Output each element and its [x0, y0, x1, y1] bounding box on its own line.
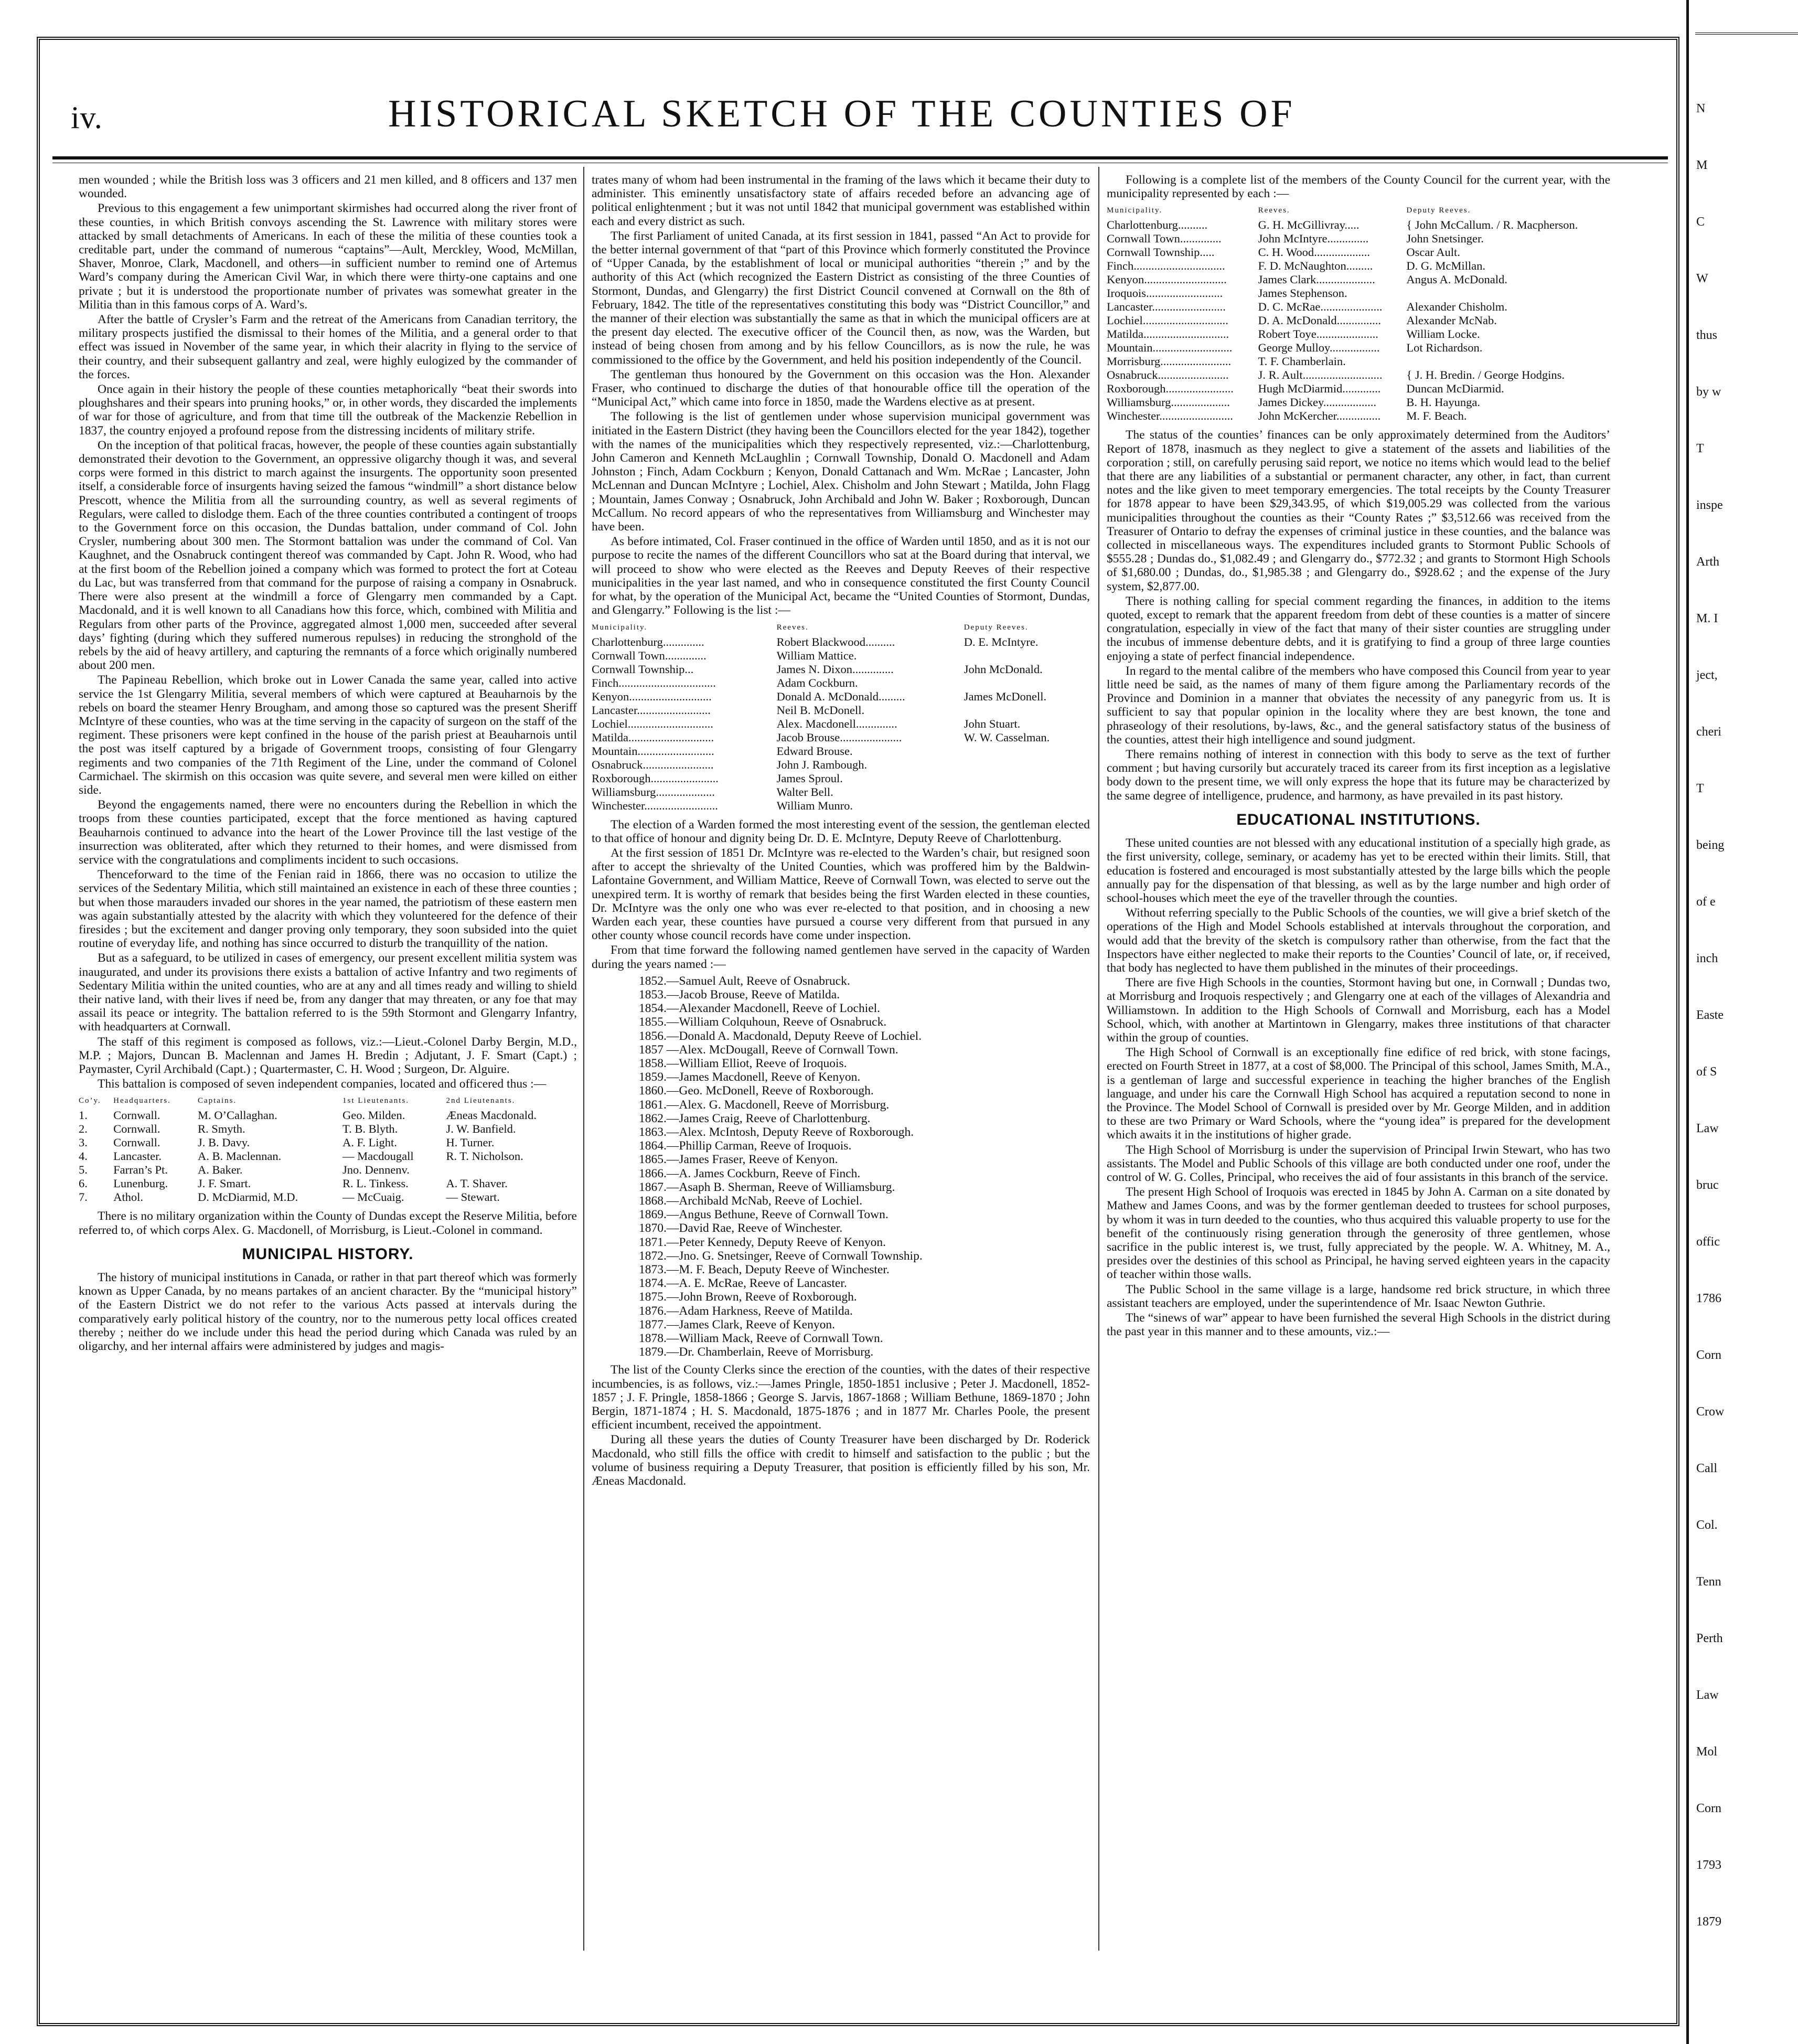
table-cell: Iroquois..........................	[1107, 286, 1223, 300]
adjacent-page-text-fragment: Crow	[1696, 1405, 1725, 1419]
table-cell: Cornwall.	[113, 1109, 160, 1122]
paragraph: As before intimated, Col. Fraser continued in the office of Warden until 1850, and as it is not our purpose to recite the names of the different Councillors who sat at the Board during that interval, we will proceed to show who were elected as the Reeves and Deputy Reeves of their respective municipalities in the year last named, and who in consequence constituted the first County Council for what, by the operation of the Municipal Act, became the “United Counties of Stormont, Dundas, and Glengarry.” Following is the list :—	[592, 535, 1090, 618]
table-cell: Donald A. McDonald.........	[776, 689, 905, 703]
table-cell: Roxborough.......................	[592, 771, 719, 785]
table-row	[79, 1109, 577, 1122]
adjacent-page-text-fragment: being	[1696, 838, 1725, 852]
paragraph: The list of the County Clerks since the erection of the counties, with the dates of their respective incumbencies, is as follows, viz.:—James Pringle, 1850-1851 inclusive ; Peter J. Macdonell, 1852-1857 ; J. F. Pringle, 1858-1866 ; George S. Jarvis, 1867-1868 ; William Bethune, 1869-1870 ; John Bergin, 1871-1874 ; H. S. Macdonald, 1875-1876 ; and in 1877 Mr. Charles Poole, the present efficient incumbent, received the appointment.	[592, 1363, 1090, 1432]
adjacent-page-text-fragment: Arth	[1696, 555, 1719, 569]
table-cell: H. Turner.	[446, 1136, 495, 1149]
table-cell: 6.	[79, 1177, 88, 1190]
table-cell: Winchester.........................	[1107, 409, 1233, 423]
adjacent-page-text-fragment: offic	[1696, 1235, 1720, 1249]
table-row	[592, 744, 1090, 758]
list-item: 1856.—Donald A. Macdonald, Deputy Reeve of Lochiel.	[639, 1029, 922, 1043]
table-cell	[964, 758, 1090, 772]
adjacent-page-text-fragment: Easte	[1696, 1008, 1724, 1022]
list-item: 1862.—James Craig, Reeve of Charlottenburg.	[639, 1111, 871, 1125]
list-item: 1857 —Alex. McDougall, Reeve of Cornwall Town.	[639, 1042, 898, 1057]
table-header: Deputy Reeves.	[964, 623, 1029, 632]
table-cell: Farran’s Pt.	[113, 1163, 168, 1177]
table-cell: Alex. Macdonell..............	[776, 717, 897, 730]
table-cell: Athol.	[113, 1190, 144, 1204]
table-row	[592, 649, 1090, 663]
heading-municipal-history: MUNICIPAL HISTORY.	[242, 1245, 414, 1263]
companies-table	[79, 1094, 577, 1204]
table-header: Municipality.	[592, 623, 648, 632]
list-item: 1858.—William Elliot, Reeve of Iroquois.	[639, 1056, 847, 1070]
table-row	[79, 1136, 577, 1149]
paragraph: There are five High Schools in the counties, Stormont having but one, in Cornwall ; Dundas two, at Morrisburg and Iroquois respectively ; and Glengarry one at each of the villages of Alexandria and Williamstown. In addition to the High Schools of Cornwall and Morrisburg, each has a Model School, which, with another at Martintown in Glengarry, makes three institutions of that character within the group of counties.	[1107, 976, 1610, 1045]
table-row	[1107, 246, 1610, 259]
paragraph: At the first session of 1851 Dr. McIntyre was re-elected to the Warden’s chair, but resigned soon after to accept the shrievalty of the United Counties, which was proffered him by the Baldwin-Lafontaine Government, and William Mattice, Reeve of Cornwall Town, was elected to serve out the unexpired term. It is worthy of remark that besides being the first Warden elected in these counties, Dr. McIntyre was the only one who was ever re-elected to that position, and in choosing a new Warden each year, these counties have pursued a course very different from that pursued in any other county whose council records have come under inspection.	[592, 846, 1090, 943]
paragraph: There remains nothing of interest in connection with this body to serve as the text of further comment ; but having cursorily but accurately traced its career from its first inception as a legislative body down to the present time, we will only express the hope that its future may be characterized by the same degree of intelligence, prudence, and harmony, as have prevailed in its past history.	[1107, 748, 1610, 803]
paragraph: The High School of Morrisburg is under the supervision of Principal Irwin Stewart, who has two assistants. The Model and Public Schools of this village are both conducted under one roof, under the control of W. G. Colles, Principal, who receives the aid of four assistants in this branch of the service.	[1107, 1143, 1610, 1184]
adjacent-page-text-fragment: M. I	[1696, 612, 1718, 625]
adjacent-page-text-fragment: Tenn	[1696, 1575, 1721, 1589]
heading-educational-institutions: EDUCATIONAL INSTITUTIONS.	[1236, 811, 1481, 828]
table-cell	[446, 1163, 577, 1177]
column-divider	[583, 167, 584, 1951]
table-cell: W. W. Casselman.	[964, 730, 1050, 744]
list-item: 1860.—Geo. McDonell, Reeve of Roxborough.	[639, 1084, 874, 1098]
list-item: 1872.—Jno. G. Snetsinger, Reeve of Cornwall Township.	[639, 1249, 923, 1263]
paragraph: The Public School in the same village is a large, handsome red brick structure, in which three assistant teachers are employed, under the superintendence of Mr. Isaac Newton Guthrie.	[1107, 1282, 1610, 1310]
table-cell: R. Smyth.	[197, 1122, 245, 1136]
table-cell: Walter Bell.	[776, 785, 833, 799]
table-cell: A. T. Shaver.	[446, 1177, 508, 1190]
table-cell: William Mattice.	[776, 648, 857, 662]
list-item: 1870.—David Rae, Reeve of Winchester.	[639, 1221, 843, 1236]
table-cell: T. F. Chamberlain.	[1258, 355, 1346, 368]
table-row	[1107, 218, 1610, 232]
table-cell: Alexander McNab.	[1406, 314, 1497, 327]
table-cell: 7.	[79, 1190, 88, 1204]
paragraph: Thenceforward to the time of the Fenian raid in 1866, there was no occasion to utilize the services of the Sedentary Militia, which still maintained an existence in each of these three counties ; but when those marauders invaded our shores in the year named, the patriotism of these eastern men was again substantially attested by the alacrity with which they volunteered for the defence of their firesides ; but the excitement and danger proving only temporary, they soon subsided into the quiet routine of everyday life, and nothing has since occurred to disturb the tranquillity of the nation.	[79, 868, 577, 951]
table-row	[79, 1149, 577, 1163]
table-cell: C. H. Wood...................	[1258, 246, 1371, 259]
table-cell: Angus A. McDonald.	[1406, 273, 1507, 286]
table-cell: R. L. Tinkess.	[343, 1177, 409, 1190]
table-cell: John McDonald.	[964, 662, 1043, 676]
list-item: 1859.—James Macdonell, Reeve of Kenyon.	[639, 1070, 861, 1084]
table-cell: Cornwall.	[113, 1136, 160, 1149]
table-cell: Jno. Dennenv.	[343, 1163, 410, 1177]
table-cell: William Locke.	[1406, 327, 1480, 341]
table-cell: D. A. McDonald...............	[1258, 314, 1381, 327]
paragraph: Following is a complete list of the members of the County Council for the current year, with the municipality represented by each :—	[1107, 173, 1610, 201]
table-cell: Osnabruck........................	[592, 758, 714, 771]
table-cell: D. E. McIntyre.	[964, 635, 1039, 648]
table-row	[1107, 355, 1610, 368]
table-row	[79, 1163, 577, 1177]
table-row	[79, 1122, 577, 1136]
table-cell: John McKercher...............	[1258, 409, 1381, 423]
table-cell	[964, 799, 1090, 813]
table-cell: Lot Richardson.	[1406, 341, 1483, 355]
list-item: 1865.—James Fraser, Reeve of Kenyon.	[639, 1153, 838, 1167]
adjacent-page-text-fragment: 1793	[1696, 1858, 1721, 1872]
table-row	[79, 1190, 577, 1204]
table-cell: Finch.................................	[592, 676, 716, 689]
table-cell: Finch...............................	[1107, 259, 1225, 273]
table-cell: 3.	[79, 1136, 88, 1149]
table-cell: F. D. McNaughton.........	[1258, 259, 1373, 273]
paragraph: Once again in their history the people of these counties metaphorically “beat their swords into ploughshares and their spears into pruning hooks,” or, in other words, they discarded the implements of war for those of agriculture, and from that time till the outbreak of the Mackenzie Rebellion in 1837, the country enjoyed a profound repose from the distressing incidents of military strife.	[79, 382, 577, 438]
table-cell: John J. Rambough.	[776, 758, 868, 771]
paragraph: Without referring specially to the Public Schools of the counties, we will give a brief sketch of the operations of the High and Model Schools established at intervals throughout the corporation, and would add that the brevity of the sketch is compulsory rather than otherwise, from the fact that the Inspectors have either neglected to make their reports to the Counties’ Council of late, or, if received, that body has neglected to have them published in the minutes of their proceedings.	[1107, 906, 1610, 975]
table-cell: 1.	[79, 1109, 88, 1122]
paragraph: On the inception of that political fracas, however, the people of these counties again substantially demonstrated their devotion to the Government, an oppressive oligarchy though it was, and several corps were formed in this district to march against the insurgents. The opportunity soon presented itself, a considerable force of insurgents having seized the famous “windmill” a short distance below Prescott, whence the Militia from all the surrounding country, as well as several regiments of Regulars, were called to dislodge them. Each of the three counties contributed a contingent of troops to the Government force on this occasion, the Dundas battalion, under command of Col. John Crysler, numbering about 300 men. The Stormont battalion was under the command of Col. Van Kaughnet, and the Osnabruck contingent thereof was commanded by Capt. John R. Wood, who had at the first boom of the Rebellion joined a company which was formed to protect the fort at Coteau du Lac, but was transferred from that command for the purpose of raising a company in Osnabruck. There were also present at the windmill a force of Glengarry men commanded by a Capt. Macdonald, and it is well known to all Canadians how this force, which, combined with Militia and Regulars from other parts of the Province, aggregated almost 1,000 men, succeeded after several days’ fighting (during which they suffered numerous repulses) in reducing the stronghold of the rebels by the aid of heavy artillery, and capturing the remnants of a force which originally numbered about 200 men.	[79, 438, 577, 673]
adjacent-page-text-fragment: cheri	[1696, 725, 1721, 739]
table-row	[592, 676, 1090, 690]
table-cell: { John McCallum. / R. Macpherson.	[1406, 218, 1578, 232]
table-row	[592, 785, 1090, 799]
paragraph: This battalion is composed of seven independent companies, located and officered thus :—	[98, 1077, 547, 1091]
adjacent-page-text-fragment: Corn	[1696, 1802, 1721, 1815]
table-cell: — Stewart.	[446, 1190, 500, 1204]
table-header: Captains.	[197, 1096, 237, 1105]
table-cell: J. F. Smart.	[197, 1177, 251, 1190]
adjacent-page-text-fragment: Col.	[1696, 1518, 1718, 1532]
list-item: 1874.—A. E. McRae, Reeve of Lancaster.	[639, 1276, 847, 1291]
table-cell: Oscar Ault.	[1406, 246, 1460, 259]
table-row	[592, 717, 1090, 731]
table-cell: Hugh McDiarmid.............	[1258, 382, 1381, 396]
table-row	[1107, 300, 1610, 314]
table-cell: Kenyon............................	[592, 689, 712, 703]
paragraph: But as a safeguard, to be utilized in cases of emergency, our present excellent militia system was inaugurated, and under its provisions there exists a battalion of active Infantry and two regiments of Sedentary Militia within the united counties, who are at any and all times ready and willing to shield their native land, with their lives if need be, from any danger that may threaten, or any foe that may assail its peace or integrity. The battalion referred to is the 59th Stormont and Glengarry Infantry, with headquarters at Cornwall.	[79, 951, 577, 1034]
list-item: 1869.—Angus Bethune, Reeve of Cornwall Town.	[639, 1208, 889, 1222]
table-cell: 2.	[79, 1122, 88, 1136]
table-cell: George Mulloy.................	[1258, 341, 1380, 355]
paragraph: The “sinews of war” appear to have been furnished the several High Schools in the district during the past year in this manner and to these amounts, viz.:—	[1107, 1311, 1610, 1339]
table-row	[1107, 259, 1610, 273]
paragraph: Beyond the engagements named, there were no encounters during the Rebellion in which the troops from these counties participated, except that the force mentioned as having captured Beauharnois continued to advance into the heart of the Lower Province till the last vestige of the insurrection was obliterated, after which they returned to their homes, and were dismissed from service with the congratulations and compliments incident to such occasions.	[79, 798, 577, 867]
table-row	[1107, 273, 1610, 286]
table-row	[1107, 232, 1610, 246]
adjacent-page-text-fragment: N	[1696, 102, 1706, 115]
wardens-list	[639, 974, 1090, 1359]
table-cell	[964, 676, 1090, 690]
table-cell: Matilda.............................	[1107, 327, 1229, 341]
table-row	[1107, 382, 1610, 396]
table-cell: Cornwall Township...	[592, 662, 694, 676]
table-cell: D. C. McRae.....................	[1258, 300, 1383, 314]
table-cell: — Macdougall	[343, 1149, 414, 1163]
paragraph: The history of municipal institutions in Canada, or rather in that part thereof which was formerly known as Upper Canada, by no means partakes of an ancient character. By the “municipal history” of the Eastern District we do not refer to the various Acts passed at intervals during the comparatively early political history of the country, nor to the numerous petty local offices created thereby ; neither do we include under this head the period during which Canada was ruled by an oligarchy, and her internal affairs were administered by judges and magis-	[79, 1271, 577, 1354]
paragraph: Previous to this engagement a few unimportant skirmishes had occurred along the river front of these counties, in which British convoys ascending the St. Lawrence with military stores were attacked by small detachments of Americans. In each of these the militia of these counties took a creditable part, under the command of numerous “captains”—Ault, Merckley, Wood, McMillan, Shaver, Monroe, Clark, Macdonell, and others—in sufficient number to remind one of Artemus Ward’s company during the American Civil War, in which there were thirty-one captains and one private ; but it is understood the proportionate number of privates was somewhat greater in the Militia than in this famous corps of A. Ward’s.	[79, 201, 577, 312]
paragraph: The gentleman thus honoured by the Government on this occasion was the Hon. Alexander Fraser, who continued to discharge the duties of that honourable office till the operation of the “Municipal Act,” which came into force in 1850, made the Wardens elective as at present.	[592, 367, 1090, 409]
paragraph: The High School of Cornwall is an exceptionally fine edifice of red brick, with stone facings, erected on Fourth Street in 1877, at a cost of $8,000. The Principal of this school, James Smith, M.A., is a gentleman of large and successful experience in teaching the higher branches of the English language, and under his care the Cornwall High School has acquired a reputation second to none in the Province. The Model School of Cornwall is presided over by Mr. George Milden, and in addition to these are two Primary or Ward Schools, where the “young idea” is prepared for the development which awaits it in the institutions of higher grade.	[1107, 1046, 1610, 1142]
table-cell	[964, 649, 1090, 663]
table-cell: William Munro.	[776, 799, 853, 812]
adjacent-page-text-fragment: inch	[1696, 952, 1718, 965]
table-cell: 5.	[79, 1163, 88, 1177]
table-cell: D. McDiarmid, M.D.	[197, 1190, 298, 1204]
list-item: 1873.—M. F. Beach, Deputy Reeve of Winchester.	[639, 1263, 890, 1276]
table-cell: James Stephenson.	[1258, 286, 1347, 300]
table-cell: Neil B. McDonell.	[776, 703, 865, 717]
table-cell	[964, 744, 1090, 758]
table-cell: Robert Toye.....................	[1258, 327, 1378, 341]
list-item: 1868.—Archibald McNab, Reeve of Lochiel.	[639, 1194, 863, 1208]
adjacent-page-text-fragment: Perth	[1696, 1632, 1723, 1645]
list-item: 1863.—Alex. McIntosh, Deputy Reeve of Roxborough.	[639, 1125, 914, 1139]
list-item: 1878.—William Mack, Reeve of Cornwall Town.	[639, 1332, 883, 1346]
table-cell: G. H. McGillivray.....	[1258, 218, 1360, 232]
table-cell: M. F. Beach.	[1406, 409, 1467, 423]
table-row	[1107, 368, 1610, 382]
table-cell: Lochiel.............................	[592, 717, 713, 730]
adjacent-page-text-fragment: bruc	[1696, 1178, 1719, 1192]
table-cell: John Stuart.	[964, 717, 1021, 730]
list-item: 1876.—Adam Harkness, Reeve of Matilda.	[639, 1304, 853, 1318]
table-header: Co’y.	[79, 1096, 101, 1105]
table-cell: James Dickey..................	[1258, 396, 1376, 409]
adjacent-page-text-fragment: 1879	[1696, 1915, 1721, 1929]
table-cell: Geo. Milden.	[343, 1109, 405, 1122]
table-cell: A. F. Light.	[343, 1136, 397, 1149]
table-cell: Lochiel.............................	[1107, 314, 1228, 327]
adjacent-page-text-fragment: Mol	[1696, 1745, 1718, 1759]
table-row	[1107, 286, 1610, 300]
table-row	[592, 635, 1090, 649]
table-cell: J. B. Davy.	[197, 1136, 250, 1149]
list-item: 1854.—Alexander Macdonell, Reeve of Lochiel.	[639, 1002, 881, 1016]
table-cell: Mountain..........................	[592, 744, 714, 758]
table-cell: A. B. Maclennan.	[197, 1149, 282, 1163]
list-item: 1855.—William Colquhoun, Reeve of Osnabruck.	[639, 1015, 887, 1029]
table-header: 1st Lieutenants.	[343, 1096, 410, 1105]
list-item: 1879.—Dr. Chamberlain, Reeve of Morrisburg.	[639, 1345, 874, 1359]
adjacent-page-text-fragment: 1786	[1696, 1292, 1721, 1305]
column-divider	[1098, 167, 1099, 1951]
adjacent-page-text-fragment: by w	[1696, 385, 1721, 399]
table-cell: Lunenburg.	[113, 1177, 168, 1190]
table-row	[1107, 327, 1610, 341]
table-cell: John Snetsinger.	[1406, 232, 1484, 246]
paragraph: There is nothing calling for special comment regarding the finances, in addition to the items quoted, except to remark that the apparent freedom from debt of these counties is a matter of sincere congratulation, especially in view of the fact that many of their sister counties are struggling under the incubus of immense debenture debts, and it is gratifying to find a group of three large counties enjoying a state of perfect financial independence.	[1107, 594, 1610, 663]
paragraph: The Papineau Rebellion, which broke out in Lower Canada the same year, called into active service the 1st Glengarry Militia, several members of which were captured at Beauharnois by the rebels on board the steamer Henry Brougham, and among those so captured was the present Sheriff McIntyre of these counties, who was at the time serving in the capacity of surgeon on the staff of the regiment. These prisoners were kept confined in the house of the parish priest at Beauharnois until the post was itself captured by a brigade of Government troops, consisting of four Glengarry regiments and two companies of the 71th Regiment of the Line, under the command of Colonel Carmichael. The skirmish on this occasion was quite severe, and several men were killed on either side.	[79, 673, 577, 797]
adjacent-page-text-fragment: Corn	[1696, 1348, 1721, 1362]
table-cell: Alexander Chisholm.	[1406, 300, 1507, 314]
list-item: 1866.—A. James Cockburn, Reeve of Finch.	[639, 1166, 861, 1180]
paragraph: These united counties are not blessed with any educational institution of a specially high grade, as the first university, college, seminary, or academy has yet to be erected within their limits. Still, that education is fostered and encouraged is most substantially attested by the large bills which the people annually pay for the dispensation of that blessing, as well as by the large number and high order of school-houses which meet the eye of the traveller through the counties.	[1107, 836, 1610, 905]
paragraph: The first Parliament of united Canada, at its first session in 1841, passed “An Act to provide for the better internal government of that “part of this Province which formerly constituted the Province of “Upper Canada, by the establishment of local or municipal authorities “therein ;” and by the authority of this Act (which recognized the Eastern District as consisting of the three Counties of Stormont, Dundas, and Glengarry) the first District Council convened at Cornwall on the 8th of February, 1842. The title of the representatives constituting this body was “District Councillor,” and the manner of their election was substantially the same as that in which the municipal officers are at the present day elected. The executive officer of the Council then, as now, was the Warden, but instead of being chosen from among and by his fellow Councillors, as is now the rule, he was commissioned to the office by the Government, and held his position independently of the Council.	[592, 229, 1090, 367]
table-cell	[1406, 355, 1610, 368]
table-cell: Kenyon............................	[1107, 273, 1227, 286]
table-cell: A. Baker.	[197, 1163, 243, 1177]
table-header: Reeves.	[776, 623, 809, 632]
table-cell: J. W. Banfield.	[446, 1122, 516, 1136]
table-row	[79, 1177, 577, 1190]
table-cell: { J. H. Bredin. / George Hodgins.	[1406, 368, 1565, 382]
table-cell: Cornwall Township.....	[1107, 246, 1215, 259]
adjacent-page-text-fragment: Call	[1696, 1462, 1717, 1475]
table-row	[1107, 341, 1610, 355]
table-cell: Matilda.............................	[592, 730, 714, 744]
paragraph: The status of the counties’ finances can be only approximately determined from the Auditors’ Report of 1878, inasmuch as they neglect to give a statement of the assets and liabilities of the corporation ; still, on carefully perusing said report, we notice no items which would lead to the belief that there are any liabilities of a substantial or permanent character, any other, in fact, than current notes and the like given to meet temporary emergencies. The total receipts by the County Treasurer for 1878 appear to have been $29,343.95, of which $19,005.29 was collected from the various municipalities throughout the counties as their “County Rates ;” $3,512.66 was received from the Treasurer of Ontario to defray the expenses of criminal justice in these counties, and the balance was collected in miscellaneous ways. The expenditures included grants to Stormont Public Schools of $555.28 ; Dundas do., $1,082.49 ; and Glengarry do., $772.32 ; and grants to Stormont High Schools of $1,680.00 ; Dundas, do., $1,985.38 ; and Glengarry do., $928.62 ; and the expense of the Jury system, $2,877.00.	[1107, 428, 1610, 593]
table-cell: Osnabruck........................	[1107, 368, 1229, 382]
council-table	[1107, 204, 1610, 423]
table-cell	[964, 704, 1090, 717]
table-cell: Edward Brouse.	[776, 744, 853, 758]
adjacent-page-text-fragment: of e	[1696, 895, 1716, 909]
list-item: 1864.—Phillip Carman, Reeve of Iroquois.	[639, 1139, 852, 1153]
adjacent-page-rule	[1695, 33, 1798, 35]
table-cell: Lancaster.	[113, 1149, 162, 1163]
table-cell: Mountain...........................	[1107, 341, 1233, 355]
table-row	[592, 704, 1090, 717]
table-row	[1107, 314, 1610, 327]
table-header: 2nd Lieutenants.	[446, 1096, 516, 1105]
adjacent-page-text-fragment: W	[1696, 272, 1708, 285]
adjacent-page-text-fragment: Law	[1696, 1688, 1719, 1702]
table-cell: 4.	[79, 1149, 88, 1163]
list-item: 1877.—James Clark, Reeve of Kenyon.	[639, 1317, 835, 1332]
table-cell: Roxborough.......................	[1107, 382, 1234, 396]
paragraph: After the battle of Crysler’s Farm and the retreat of the Americans from Canadian territory, the military prospects justified the dismissal to their homes of the Militia, and a general order to that effect was issued in November of the same year, in which their alacrity in flying to the service of their country, and their subsequent gallantry and zeal, were highly eulogized by the commander of the forces.	[79, 313, 577, 381]
table-cell: Robert Blackwood..........	[776, 635, 895, 648]
table-row	[1107, 396, 1610, 409]
table-cell: James McDonell.	[964, 689, 1047, 703]
paragraph: During all these years the duties of County Treasurer have been discharged by Dr. Roderick Macdonald, who still fills the office with credit to himself and satisfaction to the public ; but the volume of business requiring a Deputy Treasurer, that position is efficiently filled by his son, Mr. Æneas Macdonald.	[592, 1433, 1090, 1488]
paragraph: From that time forward the following named gentlemen have served in the capacity of Warden during the years named :—	[592, 943, 1090, 971]
table-cell: Cornwall Town..............	[1107, 232, 1222, 246]
adjacent-page-text-fragment: T	[1696, 442, 1704, 455]
adjacent-page-text-fragment: ject,	[1696, 668, 1718, 682]
table-cell: Charlottenburg..........	[1107, 218, 1208, 232]
table-cell: Jacob Brouse.....................	[776, 730, 902, 744]
list-item: 1871.—Peter Kennedy, Deputy Reeve of Kenyon.	[639, 1235, 886, 1249]
paragraph: trates many of whom had been instrumental in the framing of the laws which it became their duty to administer. This eminently unsatisfactory state of affairs receded before an advancing age of political enlightenment ; but it was not until 1842 that municipal government was established within each and every district as such.	[592, 173, 1090, 228]
table-cell: Lancaster.........................	[592, 703, 711, 717]
list-item: 1852.—Samuel Ault, Reeve of Osnabruck.	[639, 974, 850, 988]
page-title: HISTORICAL SKETCH OF THE COUNTIES OF	[388, 92, 1296, 135]
table-cell: James Sproul.	[776, 771, 843, 785]
list-item: 1861.—Alex. G. Macdonell, Reeve of Morrisburg.	[639, 1098, 890, 1112]
paragraph: The election of a Warden formed the most interesting event of the session, the gentleman elected to that office of honour and dignity being Dr. D. E. McIntyre, Deputy Reeve of Charlottenburg.	[592, 817, 1090, 845]
table-cell: Adam Cockburn.	[776, 676, 858, 689]
column-3	[1107, 173, 1610, 1339]
page-number: iv.	[71, 100, 103, 135]
list-item: 1853.—Jacob Brouse, Reeve of Matilda.	[639, 987, 840, 1002]
adjacent-page-text-fragment: inspe	[1696, 498, 1723, 512]
table-cell: D. G. McMillan.	[1406, 259, 1486, 273]
table-cell: M. O’Callaghan.	[197, 1109, 277, 1122]
table-cell	[964, 772, 1090, 785]
table-cell: Lancaster.........................	[1107, 300, 1226, 314]
table-header: Headquarters.	[113, 1096, 171, 1105]
table-row	[592, 731, 1090, 744]
table-cell: Cornwall Town..............	[592, 648, 707, 662]
table-cell: B. H. Hayunga.	[1406, 396, 1480, 409]
table-cell: J. R. Ault...........................	[1258, 368, 1383, 382]
adjacent-page-edge	[1686, 0, 1798, 2044]
list-item: 1867.—Asaph B. Sherman, Reeve of Williamsburg.	[639, 1180, 895, 1194]
table-cell: — McCuaig.	[343, 1190, 404, 1204]
table-cell: Morrisburg........................	[1107, 355, 1232, 368]
table-cell: R. T. Nicholson.	[446, 1149, 523, 1163]
table-cell: John McIntyre..............	[1258, 232, 1369, 246]
table-header: Reeves.	[1258, 206, 1290, 215]
table-header: Municipality.	[1107, 206, 1163, 215]
header-rule	[52, 156, 1668, 159]
paragraph: men wounded ; while the British loss was 3 officers and 21 men killed, and 8 officers and 137 men wounded.	[79, 173, 577, 201]
column-1	[79, 173, 577, 1354]
table-cell	[1406, 286, 1610, 300]
table-cell: Cornwall.	[113, 1122, 160, 1136]
table-cell: Duncan McDiarmid.	[1406, 382, 1504, 396]
table-cell: Æneas Macdonald.	[446, 1109, 537, 1122]
paragraph: The staff of this regiment is composed as follows, viz.:—Lieut.-Colonel Darby Bergin, M.D., M.P. ; Majors, Duncan B. Maclennan and James H. Bredin ; Adjutant, J. F. Smart (Capt.) ; Paymaster, Cyril Archibald (Capt.) ; Quartermaster, C. H. Wood ; Surgeon, Dr. Alguire.	[79, 1035, 577, 1076]
table-row	[592, 663, 1090, 676]
table-row	[592, 758, 1090, 772]
table-cell: Williamsburg....................	[1107, 396, 1230, 409]
table-row	[592, 690, 1090, 704]
adjacent-page-text-fragment: Law	[1696, 1122, 1719, 1135]
paragraph: In regard to the mental calibre of the members who have composed this Council from year to year little need be said, as the names of many of them figure among the Parliamentary records of the Province and Dominion in a manner that obviates the necessity of any panegyric from us. It is sufficient to say that popular opinion in the locality where they are best known, the tone and phraseology of their resolutions, by-laws, &c., and the general satisfactory status of the business of the counties, attest their high intelligence and sound judgment.	[1107, 664, 1610, 747]
adjacent-page-text-fragment: M	[1696, 158, 1708, 172]
table-cell: Williamsburg....................	[592, 785, 715, 799]
reeves-1850-table	[592, 621, 1090, 813]
adjacent-page-text-fragment: T	[1696, 782, 1704, 795]
table-cell: James Clark....................	[1258, 273, 1375, 286]
list-item: 1875.—John Brown, Reeve of Roxborough.	[639, 1290, 857, 1304]
table-cell: T. B. Blyth.	[343, 1122, 398, 1136]
paragraph: The present High School of Iroquois was erected in 1845 by John A. Carman on a site donated by Mathew and James Coons, and was by the former gentleman deeded to trustees for school purposes, by whom it was in turn deeded to the counties, who thus acquired this valuable property to use for the benefit of the continuously rising generation through the generosity of three gentlemen, whose sacrifice in the public interest is, we trust, fully appreciated by the people. W. A. Whitney, M. A., presides over the destinies of this school as Principal, he having served eighteen years in the capacity of teacher within those walls.	[1107, 1185, 1610, 1282]
paragraph: There is no military organization within the County of Dundas except the Reserve Militia, before referred to, of which corps Alex. G. Macdonell, of Morrisburg, is Lieut.-Colonel in command.	[79, 1209, 577, 1237]
table-row	[1107, 409, 1610, 423]
paragraph: The following is the list of gentlemen under whose supervision municipal government was initiated in the Eastern District (they having been the Councillors elected for the year 1842), together with the names of the municipalities which they respectively represented, viz.:—Charlottenburg, John Cameron and Kenneth McLaughlin ; Cornwall Township, Donald O. Macdonell and Adam Johnston ; Finch, Adam Cockburn ; Kenyon, Donald Cattanach and Wm. McRae ; Lancaster, John McLennan and Duncan McIntyre ; Lochiel, Alex. Chisholm and John Stewart ; Matilda, John Flagg ; Mountain, James Conway ; Osnabruck, John Archibald and John W. Baker ; Roxborough, Duncan McCallum. No record appears of who the representatives from Williamsburg and Winchester may have been.	[592, 410, 1090, 534]
table-row	[592, 772, 1090, 785]
table-cell: James N. Dixon..............	[776, 662, 894, 676]
table-cell: Charlottenburg..............	[592, 635, 704, 648]
table-cell: Winchester.........................	[592, 799, 718, 812]
column-2	[592, 173, 1090, 1489]
table-header: Deputy Reeves.	[1406, 206, 1471, 215]
adjacent-page-text-fragment: of S	[1696, 1065, 1717, 1079]
table-cell	[964, 785, 1090, 799]
table-row	[592, 799, 1090, 813]
adjacent-page-text-fragment: C	[1696, 215, 1705, 229]
adjacent-page-text-fragment: thus	[1696, 328, 1718, 342]
